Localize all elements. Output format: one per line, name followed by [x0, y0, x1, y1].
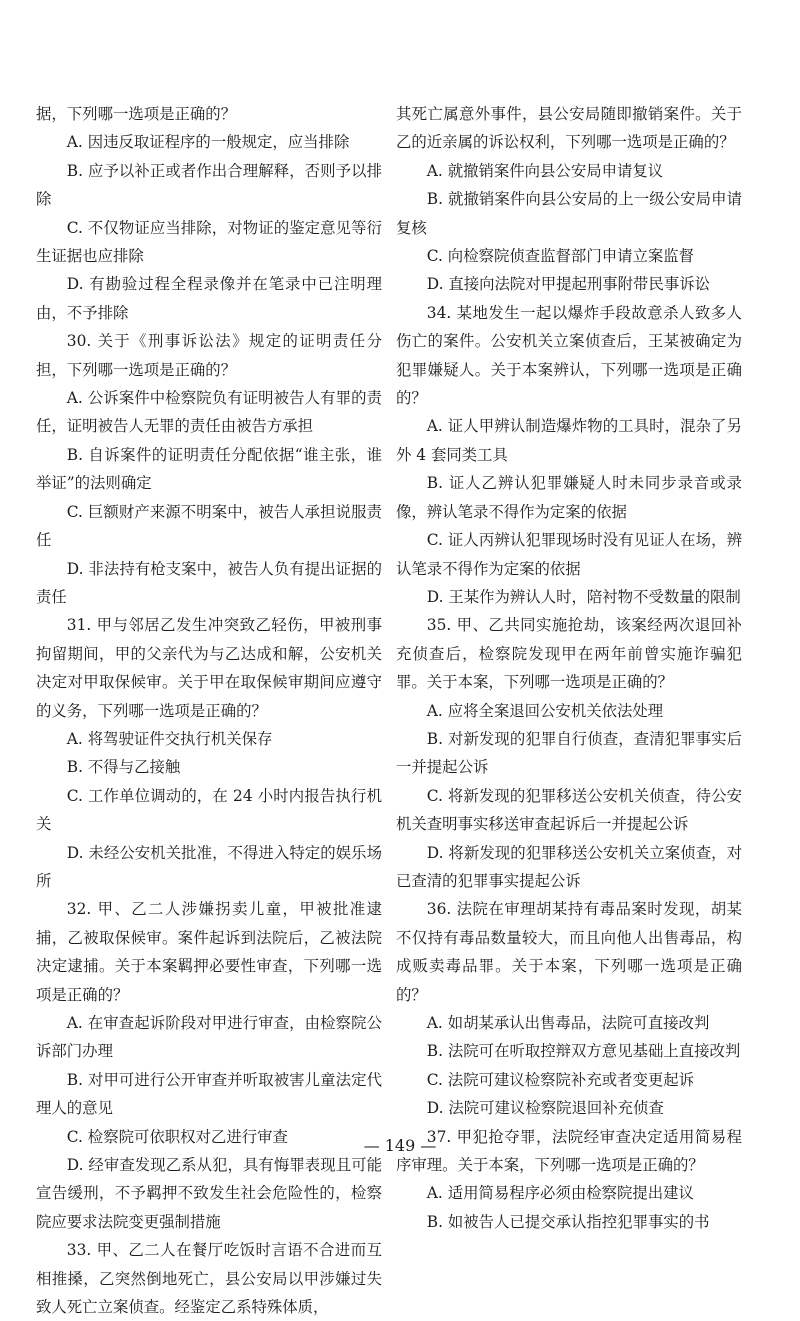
page-number: — 149 — — [363, 1136, 437, 1155]
paragraph: C. 将新发现的犯罪移送公安机关侦查，待公安机关查明事实移送审查起诉后一并提起公诉 — [396, 786, 742, 834]
paragraph: C. 不仅物证应当排除，对物证的鉴定意见等衍生证据也应排除 — [36, 218, 382, 266]
paragraph: C. 巨额财产来源不明案中，被告人承担说服责任 — [36, 502, 382, 550]
paragraph: 33. 甲、乙二人在餐厅吃饭时言语不合进而互相推搡，乙突然倒地死亡，县公安局以甲涉嫌过失致人死亡立案侦查。经鉴定乙系特殊体质， — [36, 1241, 382, 1317]
paragraph: 31. 甲与邻居乙发生冲突致乙轻伤，甲被刑事拘留期间，甲的父亲代为与乙达成和解，公安机关决定对甲取保候审。关于甲在取保候审期间应遵守的义务，下列哪一选项是正确的？ — [36, 616, 382, 720]
paragraph: B. 对甲可进行公开审查并听取被害儿童法定代理人的意见 — [36, 1070, 382, 1118]
paragraph: A. 如胡某承认出售毒品，法院可直接改判 — [426, 1014, 710, 1032]
paragraph: 据，下列哪一选项是正确的？ — [36, 105, 237, 123]
paragraph: B. 如被告人已提交承认指控犯罪事实的书 — [426, 1212, 710, 1231]
paragraph: 30. 关于《刑事诉讼法》规定的证明责任分担，下列哪一选项是正确的？ — [36, 332, 382, 379]
paragraph: A. 公诉案件中检察院负有证明被告人有罪的责任，证明被告人无罪的责任由被告方承担 — [36, 389, 382, 436]
paragraph: D. 直接向法院对甲提起刑事附带民事诉讼 — [426, 275, 711, 294]
paragraph: B. 法院可在听取控辩双方意见基础上直接改判 — [426, 1042, 741, 1061]
paragraph: A. 因违反取证程序的一般规定，应当排除 — [66, 133, 350, 152]
paragraph: 35. 甲、乙共同实施抢劫，该案经两次退回补充侦查后，检察院发现甲在两年前曾实施诈骗犯罪。关于本案，下列哪一选项是正确的？ — [396, 616, 742, 692]
paragraph: D. 有勘验过程全程录像并在笔录中已注明理由，不予排除 — [36, 275, 382, 322]
paragraph: B. 证人乙辨认犯罪嫌疑人时未同步录音或录像，辨认笔录不得作为定案的依据 — [396, 474, 742, 521]
paragraph: 32. 甲、乙二人涉嫌拐卖儿童，甲被批准逮捕，乙被取保候审。案件起诉到法院后，乙被法院决定逮捕。关于本案羁押必要性审查，下列哪一选项是正确的？ — [36, 900, 382, 1004]
paragraph: A. 将驾驶证件交执行机关保存 — [66, 729, 273, 748]
paragraph: A. 在审查起诉阶段对甲进行审查，由检察院公诉部门办理 — [36, 1014, 382, 1061]
paragraph: D. 法院可建议检察院退回补充侦查 — [426, 1099, 664, 1118]
paragraph: A. 就撤销案件向县公安局申请复议 — [426, 161, 664, 180]
paragraph: B. 自诉案件的证明责任分配依据“谁主张，谁举证”的法则确定 — [36, 445, 382, 493]
paragraph: C. 向检察院侦查监督部门申请立案监督 — [426, 247, 695, 266]
paragraph: D. 非法持有枪支案中，被告人负有提出证据的责任 — [36, 559, 382, 606]
paragraph: A. 证人甲辨认制造爆炸物的工具时，混杂了另外 4 套同类工具 — [396, 417, 742, 464]
paragraph: B. 就撤销案件向县公安局的上一级公安局申请复核 — [396, 190, 742, 237]
paragraph: 34. 某地发生一起以爆炸手段故意杀人致多人伤亡的案件。公安机关立案侦查后，王某被确定为犯罪嫌疑人。关于本案辨认，下列哪一选项是正确的？ — [396, 303, 742, 408]
paragraph: C. 工作单位调动的，在 24 小时内报告执行机关 — [36, 786, 382, 834]
paragraph: C. 法院可建议检察院补充或者变更起诉 — [426, 1070, 695, 1089]
paragraph: C. 检察院可依职权对乙进行审查 — [66, 1127, 288, 1146]
paragraph: B. 对新发现的犯罪自行侦查，查清犯罪事实后一并提起公诉 — [396, 729, 742, 777]
paragraph: D. 将新发现的犯罪移送公安机关立案侦查，对已查清的犯罪事实提起公诉 — [396, 843, 742, 890]
paragraph: B. 不得与乙接触 — [66, 758, 181, 777]
paragraph: D. 经审查发现乙系从犯，具有悔罪表现且可能宣告缓刑，不予羁押不致发生社会危险性的，检察院应要求法院变更强制措施 — [36, 1156, 382, 1231]
paragraph: 其死亡属意外事件，县公安局随即撤销案件。关于乙的近亲属的诉讼权利，下列哪一选项是正确的？ — [396, 105, 742, 152]
paragraph: A. 适用简易程序必须由检察院提出建议 — [426, 1184, 694, 1203]
paragraph: 37. 甲犯抢夺罪，法院经审查决定适用简易程序审理。关于本案，下列哪一选项是正确的？ — [396, 1127, 742, 1175]
paragraph: A. 应将全案退回公安机关依法处理 — [426, 701, 664, 720]
paragraph: 36. 法院在审理胡某持有毒品案时发现，胡某不仅持有毒品数量较大，而且向他人出售毒品，构成贩卖毒品罪。关于本案，下列哪一选项是正确的？ — [396, 900, 742, 1004]
right-column — [396, 100, 742, 1236]
paragraph: B. 应予以补正或者作出合理解释，否则予以排除 — [36, 161, 382, 209]
paragraph: D. 未经公安机关批准，不得进入特定的娱乐场所 — [36, 843, 382, 890]
paragraph: D. 王某作为辨认人时，陪衬物不受数量的限制 — [426, 587, 741, 606]
paragraph: C. 证人丙辨认犯罪现场时没有见证人在场，辨认笔录不得作为定案的依据 — [396, 531, 742, 578]
